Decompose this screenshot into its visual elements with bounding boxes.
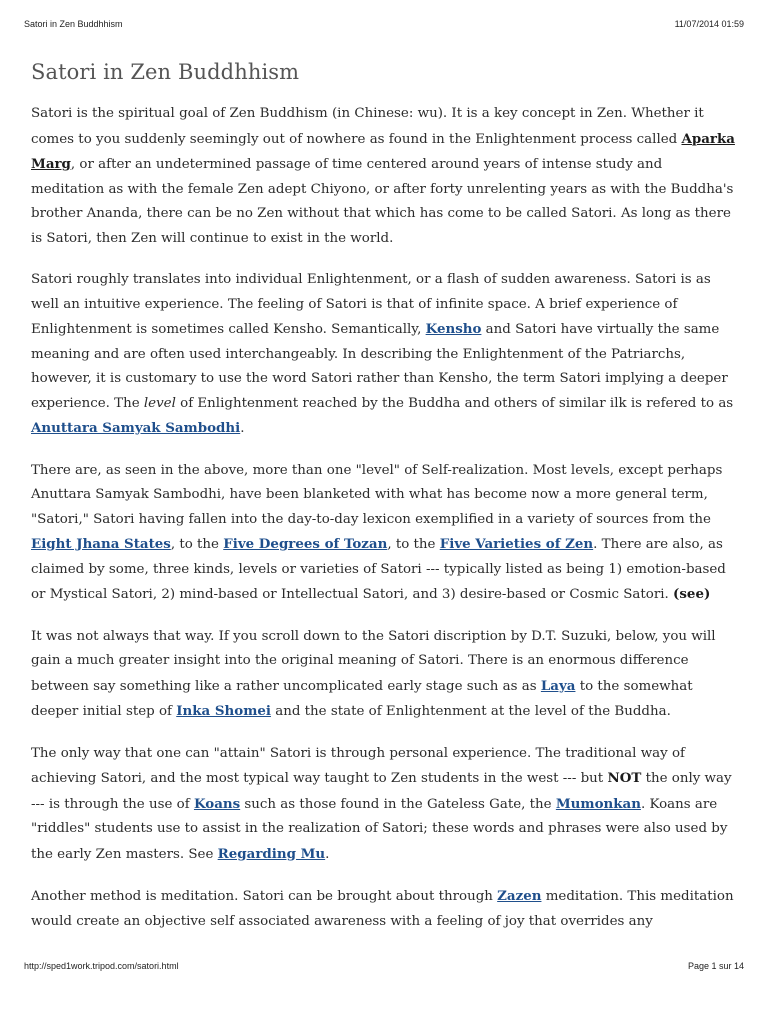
header-datetime: 11/07/2014 01:59	[674, 19, 744, 29]
text: of Enlightenment reached by the Buddha and others of similar ilk is refered to as	[175, 395, 734, 411]
text: . Koans are "riddles" students use to assist in the realization of Satori; these words and phrases were also used by the early Zen masters. See	[31, 796, 728, 862]
strong-text: NOT	[607, 770, 642, 786]
article	[31, 60, 737, 951]
footer-url[interactable]: http://sped1work.tripod.com/satori.html	[24, 961, 179, 971]
text: There are, as seen in the above, more than one "level" of Self-realization. Most levels, except perhaps Anuttara Samyak Sambodhi, have been blanketed with what has become now a more general term, "Satori," Satori having fallen into the day-to-day lexicon exemplified in a variety of sources from the	[31, 462, 723, 527]
link-inka-shomei[interactable]: Inka Shomei	[176, 703, 271, 719]
paragraph-4	[31, 625, 737, 725]
text: .	[325, 846, 330, 862]
page-title: Satori in Zen Buddhhism	[31, 60, 300, 84]
link-koans[interactable]: Koans	[193, 795, 241, 812]
text: , or after an undetermined passage of time centered around years of intense study and meditation as with the female Zen adept Chiyono, or after forty unrelenting years as with the Buddha's brother Ananda, there can be no Zen without that which has come to be called Satori. As long as there is Satori, then Zen will continue to exist in the world.	[31, 157, 734, 246]
link-five-degrees-of-tozan[interactable]: Five Degrees of Tozan	[223, 536, 388, 552]
link-regarding-mu[interactable]: Regarding Mu	[217, 845, 326, 862]
see-link[interactable]: (see)	[673, 586, 711, 602]
link-five-varieties-of-zen[interactable]: Five Varieties of Zen	[439, 536, 594, 552]
text: The only way that one can "attain" Satori is through personal experience. The traditional way of achieving Satori, and the most typical way taught to Zen students in the west --- but	[31, 745, 685, 786]
link-anuttara-samyak-sambodhi[interactable]: Anuttara Samyak Sambodhi	[31, 420, 241, 436]
text: Satori roughly translates into individual Enlightenment, or a flash of sudden awareness. Satori is as well an intuitive experience. The feeling of Satori is that of infinite space. A brief experience of Enlightenment is sometimes called Kensho. Semantically,	[31, 272, 711, 337]
paragraph-6	[31, 884, 737, 934]
text: and Satori have virtually the same meaning and are often used interchangeably. In describing the Enlightenment of the Patriarchs, however, it is customary to use the word Satori rather than Kensho, the term Satori implying a deeper experience. The	[31, 322, 728, 411]
emphasis: level	[143, 395, 176, 411]
link-mumonkan[interactable]: Mumonkan	[555, 795, 641, 812]
link-zazen[interactable]: Zazen	[497, 888, 542, 904]
link-laya[interactable]: Laya	[540, 677, 576, 694]
header-title: Satori in Zen Buddhhism	[24, 19, 123, 29]
link-kensho[interactable]: Kensho	[425, 321, 482, 337]
text: , to the	[170, 537, 224, 552]
text: . There are also, as claimed by some, three kinds, levels or varieties of Satori --- typically listed as being 1) emotion-based or Mystical Satori, 2) mind-based or Intellectual Satori, and 3) desire-based or Cosmic Satori.	[31, 537, 726, 602]
text: .	[240, 421, 245, 436]
text: It was not always that way. If you scroll down to the Satori discription by D.T. Suzuki, below, you will gain a much greater insight into the original meaning of Satori. There is an enormous difference between say something like a rather uncomplicated early stage such as as	[31, 628, 716, 694]
link-aparka-marg[interactable]: Aparka Marg	[31, 130, 735, 172]
link-eight-jhana-states[interactable]: Eight Jhana States	[31, 536, 171, 552]
text: such as those found in the Gateless Gate, the	[240, 796, 556, 812]
text: the only way --- is through the use of	[31, 771, 732, 812]
text: to the somewhat deeper initial step of	[31, 678, 693, 719]
paragraph-3	[31, 459, 737, 608]
text: Satori is the spiritual goal of Zen Buddhism (in Chinese: wu). It is a key concept in Zen. Whether it comes to you suddenly seemingly out of nowhere as found in the Enlightenment process called	[31, 106, 704, 147]
text: , to the	[387, 537, 440, 552]
paragraph-2	[31, 268, 737, 442]
text: meditation. This meditation would create an objective self associated awareness with a feeling of joy that overrides any	[31, 889, 734, 929]
paragraph-1	[31, 102, 737, 251]
footer-page-number: Page 1 sur 14	[687, 961, 744, 971]
text: and the state of Enlightenment at the level of the Buddha.	[270, 704, 671, 719]
paragraph-5	[31, 742, 737, 868]
text: Another method is meditation. Satori can be brought about through	[31, 889, 498, 904]
